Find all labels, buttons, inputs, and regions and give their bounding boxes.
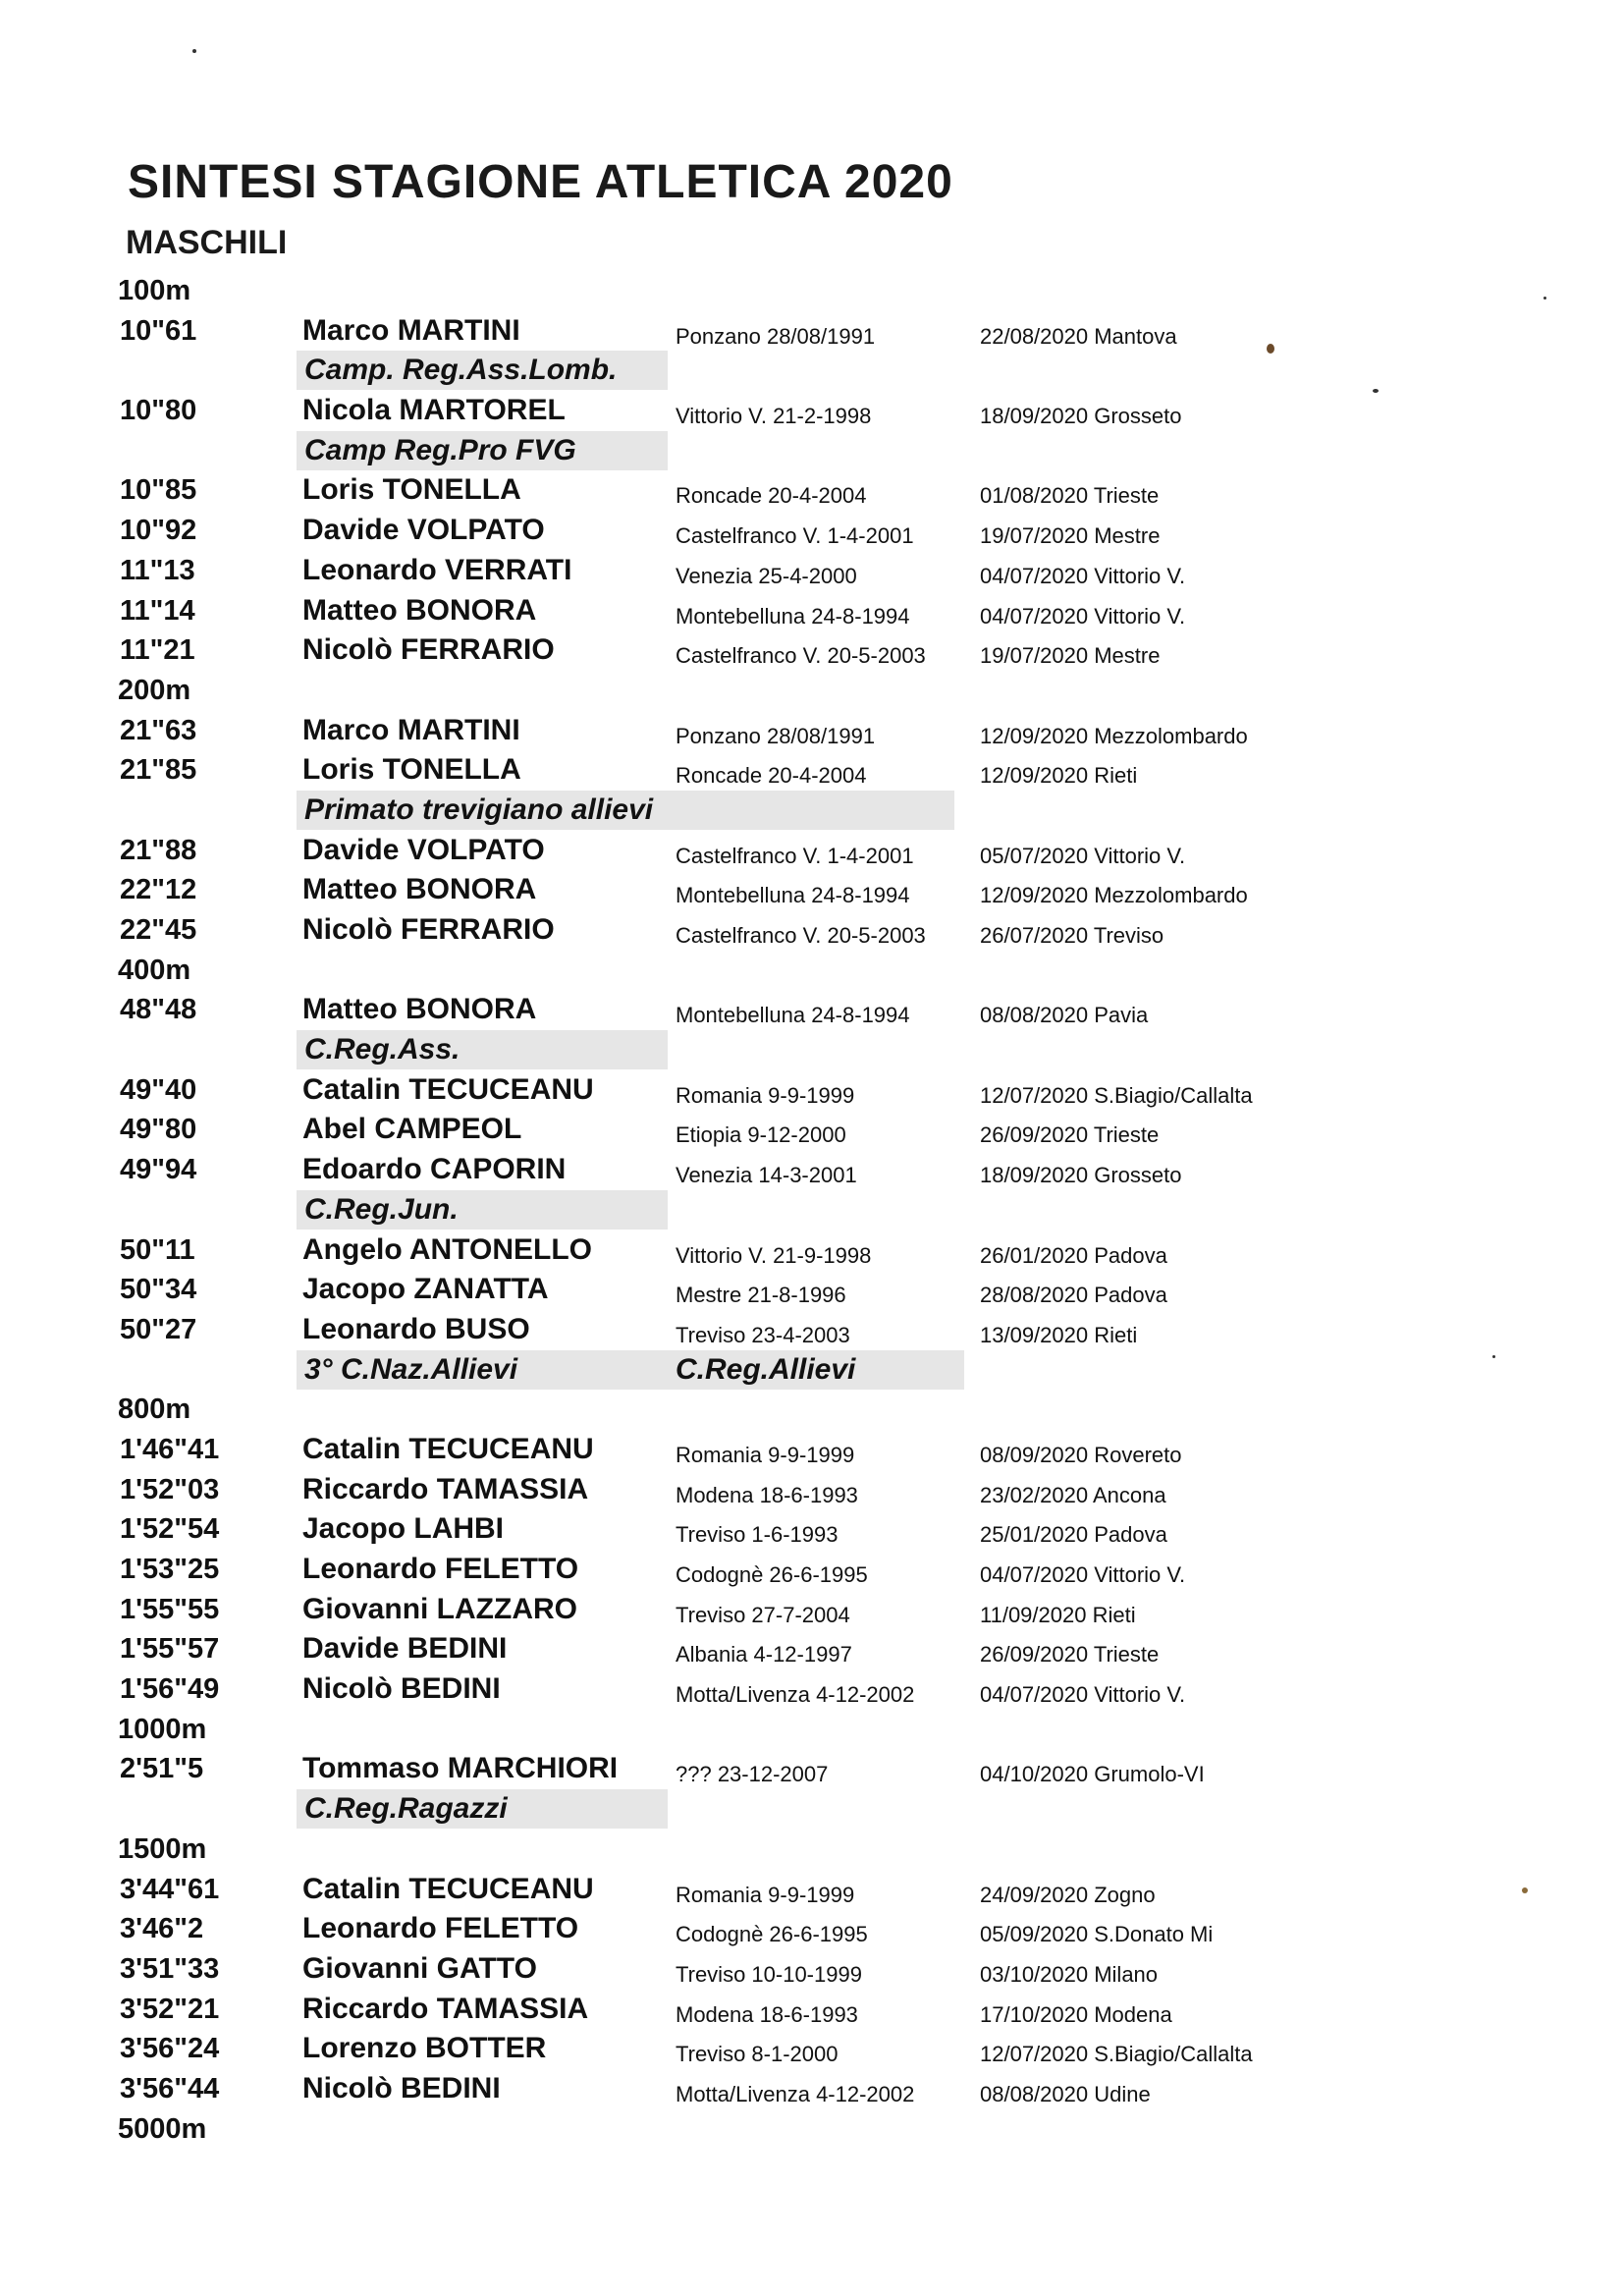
- athlete-name: Jacopo ZANATTA: [302, 1273, 549, 1306]
- result-row: [0, 1430, 1624, 1470]
- athlete-birth: Montebelluna 24-8-1994: [676, 883, 910, 908]
- athlete-name: Loris TONELLA: [302, 473, 521, 507]
- athlete-name: Nicolò FERRARIO: [302, 633, 555, 667]
- athlete-name: Edoardo CAPORIN: [302, 1153, 567, 1186]
- result-time: 3'52"21: [120, 1993, 220, 2025]
- result-time: 49"40: [120, 1073, 197, 1106]
- athlete-name: Angelo ANTONELLO: [302, 1232, 592, 1266]
- result-row: [0, 311, 1624, 352]
- result-time: 10"80: [120, 395, 197, 427]
- result-time: 22"45: [120, 914, 197, 946]
- note-row: [0, 351, 1624, 391]
- result-time: 1'52"54: [120, 1513, 220, 1546]
- record-note: Camp Reg.Pro FVG: [297, 431, 668, 470]
- result-row: [0, 1270, 1624, 1310]
- result-date-place: 22/08/2020 Mantova: [980, 323, 1177, 349]
- result-date-place: 01/08/2020 Trieste: [980, 483, 1160, 509]
- athlete-birth: Treviso 10-10-1999: [676, 1961, 862, 1987]
- result-date-place: 04/10/2020 Grumolo-VI: [980, 1762, 1205, 1787]
- result-time: 10"61: [120, 314, 197, 347]
- record-note: Primato trevigiano allievi: [297, 791, 954, 830]
- result-time: 1'53"25: [120, 1554, 220, 1585]
- result-time: 10"92: [120, 515, 197, 547]
- result-row: [0, 1470, 1624, 1510]
- result-row: [0, 870, 1624, 910]
- result-date-place: 26/09/2020 Trieste: [980, 1122, 1160, 1148]
- result-date-place: 23/02/2020 Ancona: [980, 1482, 1166, 1507]
- result-date-place: 17/10/2020 Modena: [980, 2001, 1172, 2027]
- event-heading-row: [0, 2109, 1624, 2150]
- result-date-place: 03/10/2020 Milano: [980, 1961, 1159, 1987]
- result-row: [0, 1070, 1624, 1111]
- result-time: 1'56"49: [120, 1673, 220, 1706]
- result-time: 22"12: [120, 874, 197, 906]
- record-note: 3° C.Naz.Allievi: [297, 1350, 668, 1390]
- note-row: [0, 1789, 1624, 1830]
- event-heading-row: [0, 271, 1624, 311]
- athlete-birth: Roncade 20-4-2004: [676, 483, 867, 509]
- result-row: [0, 1310, 1624, 1350]
- section-title: MASCHILI: [126, 224, 288, 261]
- athlete-birth: Castelfranco V. 1-4-2001: [676, 843, 914, 868]
- result-date-place: 08/08/2020 Udine: [980, 2081, 1151, 2106]
- result-time: 1'55"57: [120, 1633, 220, 1666]
- scan-speck: [1492, 1355, 1495, 1358]
- result-time: 11"21: [120, 634, 195, 667]
- result-date-place: 12/07/2020 S.Biagio/Callalta: [980, 2042, 1253, 2067]
- result-date-place: 04/07/2020 Vittorio V.: [980, 563, 1186, 588]
- result-date-place: 05/09/2020 S.Donato Mi: [980, 1922, 1214, 1947]
- athlete-birth: Castelfranco V. 20-5-2003: [676, 643, 926, 669]
- result-time: 49"80: [120, 1114, 197, 1146]
- athlete-birth: Modena 18-6-1993: [676, 1482, 858, 1507]
- result-row: [0, 1669, 1624, 1710]
- result-row: [0, 1590, 1624, 1630]
- result-date-place: 05/07/2020 Vittorio V.: [980, 843, 1186, 868]
- result-date-place: 08/08/2020 Pavia: [980, 1003, 1149, 1028]
- result-row: [0, 1749, 1624, 1789]
- athlete-birth: Motta/Livenza 4-12-2002: [676, 1682, 915, 1708]
- athlete-birth: Montebelluna 24-8-1994: [676, 1003, 910, 1028]
- result-row: [0, 551, 1624, 591]
- result-time: 49"94: [120, 1154, 197, 1186]
- athlete-name: Nicolò BEDINI: [302, 2071, 501, 2105]
- note-row: [0, 1190, 1624, 1230]
- athlete-birth: Romania 9-9-1999: [676, 1082, 855, 1108]
- result-row: [0, 1990, 1624, 2030]
- result-time: 1'46"41: [120, 1433, 220, 1465]
- athlete-name: Davide VOLPATO: [302, 514, 545, 547]
- page-title: SINTESI STAGIONE ATLETICA 2020: [128, 156, 953, 208]
- athlete-name: Riccardo TAMASSIA: [302, 1472, 589, 1505]
- result-row: [0, 910, 1624, 951]
- note-row: [0, 431, 1624, 471]
- result-row: [0, 391, 1624, 431]
- result-date-place: 26/09/2020 Trieste: [980, 1642, 1160, 1667]
- result-row: [0, 1870, 1624, 1910]
- result-time: 21"63: [120, 714, 197, 746]
- result-date-place: 24/09/2020 Zogno: [980, 1882, 1156, 1907]
- athlete-birth: Treviso 23-4-2003: [676, 1322, 850, 1347]
- event-heading-row: [0, 1710, 1624, 1750]
- result-row: [0, 591, 1624, 631]
- athlete-name: Davide VOLPATO: [302, 833, 545, 866]
- record-note: C.Reg.Jun.: [297, 1190, 668, 1230]
- athlete-name: Giovanni GATTO: [302, 1951, 537, 1985]
- result-row: [0, 1909, 1624, 1949]
- result-row: [0, 1150, 1624, 1190]
- athlete-birth: Treviso 27-7-2004: [676, 1602, 850, 1627]
- result-time: 21"88: [120, 834, 197, 866]
- event-heading: 1000m: [118, 1713, 207, 1745]
- result-time: 11"14: [120, 594, 195, 627]
- athlete-name: Davide BEDINI: [302, 1632, 508, 1666]
- athlete-name: Loris TONELLA: [302, 753, 521, 787]
- athlete-birth: Codognè 26-6-1995: [676, 1922, 868, 1947]
- result-time: 10"85: [120, 474, 197, 507]
- athlete-name: Marco MARTINI: [302, 313, 520, 347]
- result-date-place: 19/07/2020 Mestre: [980, 643, 1161, 669]
- event-heading-row: [0, 671, 1624, 711]
- result-row: [0, 2029, 1624, 2069]
- result-time: 3'51"33: [120, 1952, 220, 1985]
- result-date-place: 12/07/2020 S.Biagio/Callalta: [980, 1082, 1253, 1108]
- athlete-birth: Venezia 14-3-2001: [676, 1163, 857, 1188]
- athlete-name: Catalin TECUCEANU: [302, 1072, 594, 1106]
- athlete-birth: Montebelluna 24-8-1994: [676, 603, 910, 629]
- result-date-place: 04/07/2020 Vittorio V.: [980, 603, 1186, 629]
- athlete-birth: Albania 4-12-1997: [676, 1642, 852, 1667]
- result-time: 1'52"03: [120, 1473, 220, 1505]
- athlete-name: Nicolò BEDINI: [302, 1672, 501, 1706]
- note-row: [0, 1030, 1624, 1070]
- result-row: [0, 1509, 1624, 1550]
- result-row: [0, 990, 1624, 1030]
- athlete-name: Leonardo VERRATI: [302, 553, 572, 586]
- athlete-name: Matteo BONORA: [302, 873, 537, 906]
- result-time: 48"48: [120, 994, 197, 1026]
- result-time: 11"13: [120, 554, 195, 586]
- result-date-place: 12/09/2020 Mezzolombardo: [980, 723, 1248, 748]
- event-heading: 400m: [118, 954, 191, 986]
- scan-speck: [1543, 297, 1546, 300]
- athlete-birth: ??? 23-12-2007: [676, 1762, 829, 1787]
- result-time: 3'44"61: [120, 1873, 220, 1905]
- result-row: [0, 711, 1624, 751]
- event-heading: 5000m: [118, 2112, 207, 2145]
- result-row: [0, 1629, 1624, 1669]
- result-time: 50"27: [120, 1313, 197, 1345]
- athlete-birth: Romania 9-9-1999: [676, 1882, 855, 1907]
- note-row: [0, 1350, 1624, 1391]
- result-time: 3'56"24: [120, 2033, 220, 2065]
- result-time: 50"11: [120, 1233, 195, 1266]
- result-row: [0, 1110, 1624, 1150]
- record-note: C.Reg.Ragazzi: [297, 1789, 668, 1829]
- athlete-birth: Ponzano 28/08/1991: [676, 323, 876, 349]
- athlete-birth: Treviso 8-1-2000: [676, 2042, 839, 2067]
- athlete-birth: Mestre 21-8-1996: [676, 1283, 846, 1308]
- event-heading-row: [0, 1390, 1624, 1430]
- result-date-place: 12/09/2020 Rieti: [980, 763, 1138, 789]
- result-time: 21"85: [120, 754, 197, 787]
- result-date-place: 28/08/2020 Padova: [980, 1283, 1167, 1308]
- athlete-birth: Castelfranco V. 1-4-2001: [676, 523, 914, 549]
- athlete-name: Tommaso MARCHIORI: [302, 1752, 619, 1785]
- athlete-name: Leonardo FELETTO: [302, 1553, 579, 1585]
- result-date-place: 13/09/2020 Rieti: [980, 1322, 1138, 1347]
- result-time: 3'56"44: [120, 2072, 220, 2105]
- result-date-place: 18/09/2020 Grosseto: [980, 404, 1182, 429]
- result-row: [0, 1949, 1624, 1990]
- athlete-birth: Motta/Livenza 4-12-2002: [676, 2081, 915, 2106]
- athlete-birth: Vittorio V. 21-9-1998: [676, 1242, 872, 1268]
- result-row: [0, 1230, 1624, 1271]
- event-heading-row: [0, 1830, 1624, 1870]
- scan-speck: [192, 49, 196, 53]
- note-row: [0, 791, 1624, 831]
- result-row: [0, 2069, 1624, 2109]
- result-row: [0, 630, 1624, 671]
- result-row: [0, 750, 1624, 791]
- results-list: [0, 271, 1624, 2149]
- result-time: 3'46"2: [120, 1913, 204, 1945]
- athlete-name: Leonardo FELETTO: [302, 1912, 579, 1945]
- athlete-name: Catalin TECUCEANU: [302, 1432, 594, 1465]
- athlete-name: Matteo BONORA: [302, 993, 537, 1026]
- result-row: [0, 470, 1624, 511]
- athlete-name: Leonardo BUSO: [302, 1312, 530, 1345]
- record-note-secondary: C.Reg.Allievi: [668, 1350, 964, 1390]
- athlete-name: Lorenzo BOTTER: [302, 2032, 547, 2065]
- athlete-name: Nicolò FERRARIO: [302, 913, 555, 946]
- record-note: C.Reg.Ass.: [297, 1030, 668, 1069]
- result-time: 1'55"55: [120, 1593, 220, 1625]
- athlete-name: Riccardo TAMASSIA: [302, 1992, 589, 2025]
- athlete-name: Jacopo LAHBI: [302, 1512, 505, 1546]
- result-date-place: 25/01/2020 Padova: [980, 1522, 1167, 1548]
- athlete-name: Matteo BONORA: [302, 593, 537, 627]
- result-row: [0, 1550, 1624, 1590]
- athlete-name: Catalin TECUCEANU: [302, 1872, 594, 1905]
- athlete-birth: Etiopia 9-12-2000: [676, 1122, 846, 1148]
- athlete-birth: Roncade 20-4-2004: [676, 763, 867, 789]
- scan-speck: [1522, 1887, 1528, 1893]
- event-heading-row: [0, 951, 1624, 991]
- event-heading: 1500m: [118, 1832, 207, 1865]
- athlete-name: Abel CAMPEOL: [302, 1113, 522, 1146]
- athlete-birth: Venezia 25-4-2000: [676, 563, 857, 588]
- result-time: 50"34: [120, 1274, 197, 1306]
- result-date-place: 18/09/2020 Grosseto: [980, 1163, 1182, 1188]
- result-date-place: 08/09/2020 Rovereto: [980, 1442, 1182, 1467]
- event-heading: 200m: [118, 674, 191, 706]
- event-heading: 800m: [118, 1394, 191, 1426]
- result-date-place: 12/09/2020 Mezzolombardo: [980, 883, 1248, 908]
- athlete-birth: Vittorio V. 21-2-1998: [676, 404, 872, 429]
- scan-speck: [1373, 389, 1379, 393]
- athlete-birth: Ponzano 28/08/1991: [676, 723, 876, 748]
- athlete-birth: Romania 9-9-1999: [676, 1442, 855, 1467]
- athlete-birth: Modena 18-6-1993: [676, 2001, 858, 2027]
- athlete-birth: Codognè 26-6-1995: [676, 1562, 868, 1587]
- scan-speck: [1267, 344, 1274, 354]
- record-note: Camp. Reg.Ass.Lomb.: [297, 351, 668, 390]
- athlete-birth: Treviso 1-6-1993: [676, 1522, 839, 1548]
- result-date-place: 04/07/2020 Vittorio V.: [980, 1682, 1186, 1708]
- result-row: [0, 511, 1624, 551]
- result-date-place: 26/07/2020 Treviso: [980, 923, 1164, 948]
- result-row: [0, 831, 1624, 871]
- athlete-name: Marco MARTINI: [302, 713, 520, 746]
- athlete-name: Nicola MARTOREL: [302, 394, 566, 427]
- result-date-place: 19/07/2020 Mestre: [980, 523, 1161, 549]
- result-date-place: 04/07/2020 Vittorio V.: [980, 1562, 1186, 1587]
- result-date-place: 11/09/2020 Rieti: [980, 1602, 1136, 1627]
- result-time: 2'51"5: [120, 1753, 204, 1785]
- result-date-place: 26/01/2020 Padova: [980, 1242, 1167, 1268]
- event-heading: 100m: [118, 275, 191, 306]
- athlete-birth: Castelfranco V. 20-5-2003: [676, 923, 926, 948]
- athlete-name: Giovanni LAZZARO: [302, 1592, 577, 1625]
